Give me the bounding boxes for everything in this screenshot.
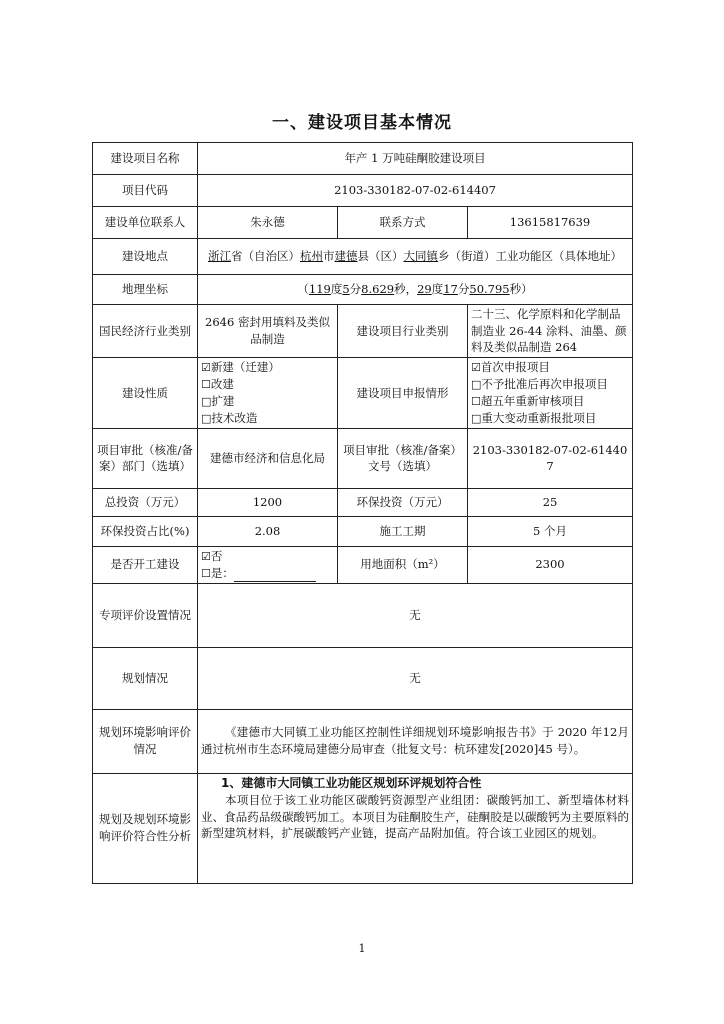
nature-option [201, 376, 334, 393]
option-label: 技术改造 [211, 410, 258, 425]
option-label: 改建 [210, 376, 234, 391]
started-option [201, 548, 334, 565]
checkbox[interactable]: □ [201, 411, 212, 425]
cell-value: 二十三、化学原料和化学制品制造业 26-44 涂料、油墨、颜料及类似品制造 264 [468, 305, 633, 358]
province: 浙江 [208, 249, 231, 264]
table-row [93, 488, 633, 516]
town-suffix: 乡（街道）工业功能区（具体地址） [438, 249, 622, 264]
cell-label: 项目审批（核准/备案）文号（选填） [338, 428, 468, 488]
cell-label: 联系方式 [338, 207, 468, 239]
coords-open: （ [297, 282, 309, 297]
city: 杭州 [300, 249, 323, 264]
cell-label: 施工工期 [338, 516, 468, 546]
cell-value: 2300 [468, 546, 633, 583]
cell-label: 项目审批（核准/备案）部门（选填） [93, 428, 198, 488]
nature-option [201, 393, 334, 410]
table-row [93, 143, 633, 175]
deg-unit: 度 [330, 282, 343, 297]
cell-value: 25 [468, 488, 633, 516]
coords-value [198, 275, 633, 305]
cell-label: 规划情况 [93, 647, 198, 709]
lat-min: 17 [443, 282, 458, 297]
checkbox-checked[interactable]: ☑ [471, 361, 481, 375]
checkbox-checked[interactable]: ☑ [201, 361, 211, 375]
checkbox[interactable]: ☐ [201, 566, 211, 580]
option-label: 新建（迁建） [210, 360, 280, 375]
cell-value: 2.08 [198, 516, 338, 546]
cell-value: 13615817639 [468, 207, 633, 239]
table-row [93, 546, 633, 583]
table-row [93, 239, 633, 275]
cell-label: 环保投资（万元） [338, 488, 468, 516]
filing-options [468, 358, 633, 429]
county: 建德 [334, 249, 358, 264]
cell-value: 建德市经济和信息化局 [198, 428, 338, 488]
deg-unit: 度 [431, 282, 444, 297]
lon-min: 5 [342, 282, 350, 297]
cell-label: 项目代码 [93, 175, 198, 207]
blank-line [234, 570, 316, 582]
checkbox-checked[interactable]: ☑ [201, 549, 211, 563]
lat-sec: 50.795 [469, 282, 510, 297]
table-row [93, 207, 633, 239]
filing-option [471, 376, 629, 393]
cell-value: 朱永德 [198, 207, 338, 239]
started-options [198, 546, 338, 583]
cell-value: 5 个月 [468, 516, 633, 546]
conformity-text: 本项目位于该工业功能区碳酸钙资源型产业组团：碳酸钙加工、新型墙体材料业、食品药品级碳酸钙加工。本项目为硅酮胶生产，硅酮胶是以碳酸钙为主要原料的新型建筑材料，扩展碳酸钙产业链，提高产品附加值。符合该工业园区的规划。 [201, 793, 630, 841]
checkbox[interactable]: □ [201, 394, 212, 408]
cell-label: 建设项目行业类别 [338, 305, 468, 358]
cell-value: 2103-330182-07-02-614407 [468, 428, 633, 488]
cell-label: 专项评价设置情况 [93, 583, 198, 647]
city-suffix: 市 [323, 249, 335, 264]
min-unit: 分 [349, 282, 362, 297]
cell-value: 无 [198, 583, 633, 647]
cell-label: 地理坐标 [93, 275, 198, 305]
filing-option [471, 410, 629, 427]
cell-label: 是否开工建设 [93, 546, 198, 583]
planning-eia-text: 《建德市大同镇工业功能区控制性详细规划环境影响报告书》于 2020 年12月通过杭州市生态环境局建德分局审查（批复文号：杭环建发[2020]45 号）。 [201, 725, 630, 757]
lon-deg: 119 [308, 282, 331, 297]
cell-value: 1200 [198, 488, 338, 516]
cell-value: 年产 1 万吨硅酮胶建设项目 [198, 143, 633, 175]
table-row [93, 428, 633, 488]
county-suffix: 县（区） [357, 249, 404, 264]
option-label: 不予批准后再次申报项目 [481, 376, 608, 391]
cell-label: 总投资（万元） [93, 488, 198, 516]
option-label: 超五年重新审核项目 [480, 393, 585, 408]
nature-options [198, 358, 338, 429]
location-value [198, 239, 633, 275]
cell-value: 2103-330182-07-02-614407 [198, 175, 633, 207]
table-row [93, 358, 633, 429]
started-option [201, 565, 334, 582]
cell-value [198, 709, 633, 773]
cell-label: 规划环境影响评价情况 [93, 709, 198, 773]
option-label: 首次申报项目 [480, 360, 550, 375]
cell-label: 用地面积（m²） [338, 546, 468, 583]
option-label: 重大变动重新报批项目 [481, 410, 597, 425]
cell-label: 建设地点 [93, 239, 198, 275]
conformity-cell [198, 773, 633, 883]
sec-unit: 秒， [394, 282, 418, 297]
table-row [93, 583, 633, 647]
filing-option [471, 393, 629, 410]
table-row [93, 305, 633, 358]
cell-label: 规划及规划环境影响评价符合性分析 [93, 773, 198, 883]
table-row [93, 773, 633, 883]
cell-label: 建设项目名称 [93, 143, 198, 175]
checkbox[interactable]: □ [471, 377, 482, 391]
section-heading: 1、建德市大同镇工业功能区规划环评规划符合性 [221, 775, 482, 790]
option-label: 扩建 [211, 393, 235, 408]
table-row [93, 647, 633, 709]
min-unit: 分 [457, 282, 470, 297]
province-suffix: 省（自治区） [231, 249, 300, 264]
cell-label: 建设单位联系人 [93, 207, 198, 239]
checkbox[interactable]: ☐ [201, 377, 211, 391]
option-label: 否 [210, 548, 223, 563]
page-number: 1 [358, 942, 366, 955]
table-row [93, 709, 633, 773]
table-row [93, 275, 633, 305]
checkbox[interactable]: □ [471, 411, 482, 425]
lon-sec: 8.629 [361, 282, 395, 297]
table-row [93, 516, 633, 546]
project-info-table [92, 142, 633, 884]
nature-option [201, 410, 334, 427]
town: 大同镇 [403, 249, 438, 264]
nature-option [201, 359, 334, 376]
filing-option [471, 359, 629, 376]
checkbox[interactable]: ☐ [471, 394, 481, 408]
cell-value: 无 [198, 647, 633, 709]
cell-label: 环保投资占比(%) [93, 516, 198, 546]
cell-value: 2646 密封用填料及类似品制造 [198, 305, 338, 358]
cell-label: 建设项目申报情形 [338, 358, 468, 429]
option-label: 是： [210, 565, 234, 580]
page-title: 一、建设项目基本情况 [272, 113, 452, 133]
cell-label: 国民经济行业类别 [93, 305, 198, 358]
lat-deg: 29 [417, 282, 432, 297]
cell-label: 建设性质 [93, 358, 198, 429]
sec-unit: 秒） [509, 282, 533, 297]
table-row [93, 175, 633, 207]
